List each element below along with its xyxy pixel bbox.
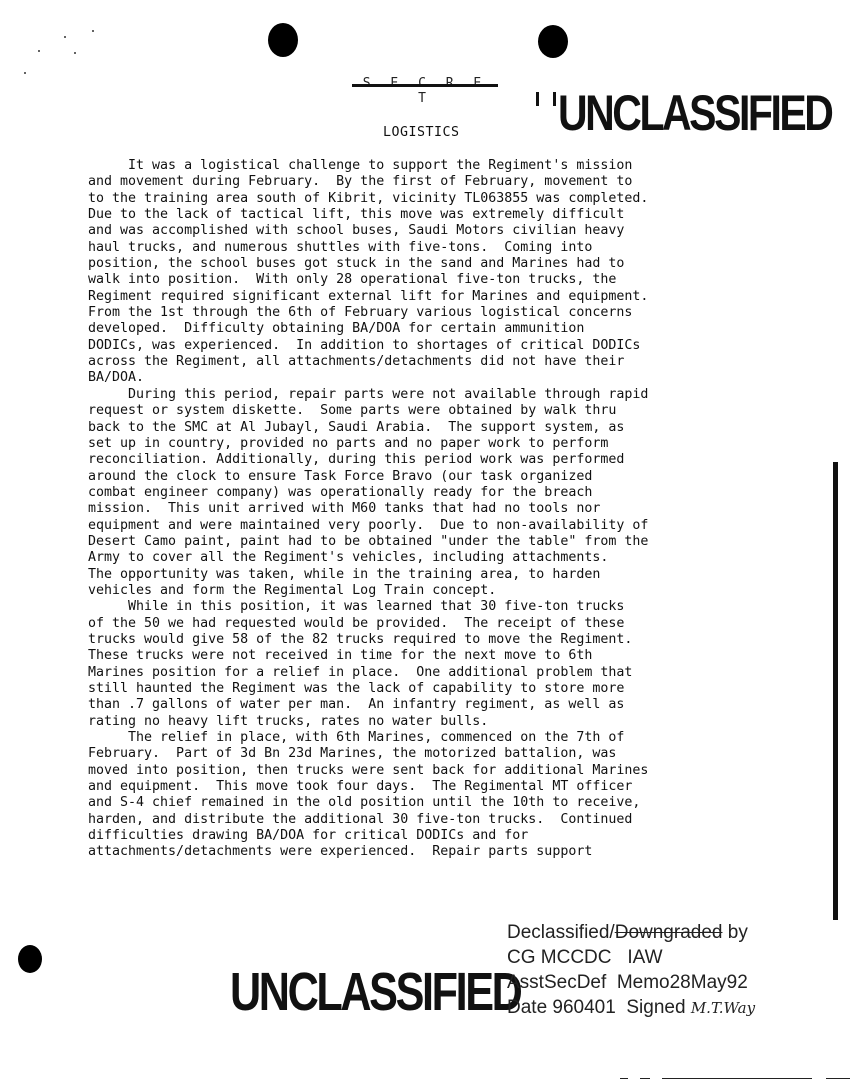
speck (38, 50, 40, 52)
declass-line-1: Declassified/Downgraded by (507, 922, 748, 943)
body-line: DODICs, was experienced. In addition to shortages of critical DODICs (88, 337, 641, 353)
body-line: and was accomplished with school buses, Saudi Motors civilian heavy (88, 223, 625, 239)
body-line: harden, and distribute the additional 30 five-ton trucks. Continued (88, 811, 633, 827)
speck (24, 72, 26, 74)
stamp-tick-marks (536, 92, 556, 106)
body-line: developed. Difficulty obtaining BA/DOA for certain ammunition (88, 321, 585, 337)
body-line: walk into position. With only 28 operational five-ton trucks, the (88, 272, 617, 288)
bottom-edge-mark (620, 1078, 628, 1079)
body-line: mission. This unit arrived with M60 tanks that had no tools nor (88, 501, 601, 517)
unclassified-stamp-bottom: UNCLASSIFIED (230, 962, 521, 1022)
body-line: and movement during February. By the first of February, movement to (88, 174, 633, 190)
body-line: BA/DOA. (88, 370, 145, 386)
body-line: haul trucks, and numerous shuttles with five-tons. Coming into (88, 239, 593, 255)
unclassified-stamp-top: UNCLASSIFIED (558, 85, 832, 141)
body-line: The relief in place, with 6th Marines, commenced on the 7th of (88, 730, 625, 746)
body-line: equipment and were maintained very poorly. Due to non-availability of (88, 517, 649, 533)
speck (92, 30, 94, 32)
body-line: From the 1st through the 6th of February various logistical concerns (88, 305, 633, 321)
bottom-edge-mark (640, 1078, 650, 1079)
body-text (88, 158, 798, 861)
body-line: It was a logistical challenge to support the Regiment's mission (88, 158, 633, 173)
body-line: While in this position, it was learned that 30 five-ton trucks (88, 599, 625, 615)
punch-hole-top-left (268, 23, 298, 57)
body-line: still haunted the Regiment was the lack of capability to store more (88, 681, 625, 696)
declass-line-4: Date 960401 Signed M.T.Way (507, 997, 756, 1018)
declassification-block (507, 920, 755, 1021)
body-line: set up in country, provided no parts and no paper work to perform (88, 435, 609, 451)
body-line: rating no heavy lift trucks, rates no water bulls. (88, 713, 489, 729)
classification-strike-line (352, 84, 498, 87)
punch-hole-bottom-left (18, 945, 42, 973)
body-line: trucks would give 58 of the 82 trucks required to move the Regiment. (88, 631, 633, 647)
body-line: vehicles and form the Regimental Log Train concept. (88, 582, 497, 598)
body-line: of the 50 we had requested would be provided. The receipt of these (88, 615, 625, 631)
body-line: moved into position, then trucks were sent back for additional Marines (88, 762, 649, 778)
body-line: February. Part of 3d Bn 23d Marines, the motorized battalion, was (88, 746, 617, 762)
body-line: These trucks were not received in time for the next move to 6th (88, 648, 593, 664)
speck (64, 36, 66, 38)
body-line: Army to cover all the Regiment's vehicles, including attachments. (88, 550, 609, 566)
body-line: Due to the lack of tactical lift, this move was extremely difficult (88, 207, 625, 223)
declass-line-2: CG MCCDC IAW (507, 947, 663, 968)
body-line: Desert Camo paint, paint had to be obtained "under the table" from the (88, 533, 649, 549)
body-line: and equipment. This move took four days. The Regimental MT officer (88, 779, 633, 795)
punch-hole-top-right (538, 25, 568, 58)
body-line: request or system diskette. Some parts were obtained by walk thru (88, 403, 617, 419)
body-line: position, the school buses got stuck in the sand and Marines had to (88, 256, 625, 272)
body-line: reconciliation. Additionally, during this period work was performed (88, 452, 625, 468)
body-line: combat engineer company) was operationally ready for the breach (88, 484, 593, 500)
body-line: across the Regiment, all attachments/detachments did not have their (88, 354, 625, 370)
body-line: back to the SMC at Al Jubayl, Saudi Arabia. The support system, as (88, 419, 625, 435)
top-classification-marking: T (418, 91, 432, 106)
body-line: Regiment required significant external lift for Marines and equipment. (88, 288, 649, 304)
margin-bar (833, 462, 838, 920)
bottom-edge-rule (662, 1078, 812, 1079)
signature: M.T.Way (690, 999, 756, 1017)
body-line: Marines position for a relief in place. One additional problem that (88, 664, 633, 680)
body-line: difficulties drawing BA/DOA for critical DODICs and for (88, 828, 529, 844)
body-line: During this period, repair parts were not available through rapid (88, 386, 649, 402)
body-line: to the training area south of Kibrit, vicinity TL063855 was completed. (88, 190, 649, 206)
body-line: attachments/detachments were experienced. Repair parts support (88, 844, 593, 860)
speck (74, 52, 76, 54)
body-line: The opportunity was taken, while in the training area, to harden (88, 566, 601, 582)
declass-line-3: AsstSecDef Memo28May92 (507, 972, 748, 993)
body-line: around the clock to ensure Task Force Bravo (our task organized (88, 468, 593, 484)
body-line: than .7 gallons of water per man. An infantry regiment, as well as (88, 697, 625, 713)
bottom-edge-rule (826, 1078, 850, 1079)
body-line: and S-4 chief remained in the old position until the 10th to receive, (88, 795, 641, 811)
page-title: LOGISTICS (383, 125, 460, 140)
